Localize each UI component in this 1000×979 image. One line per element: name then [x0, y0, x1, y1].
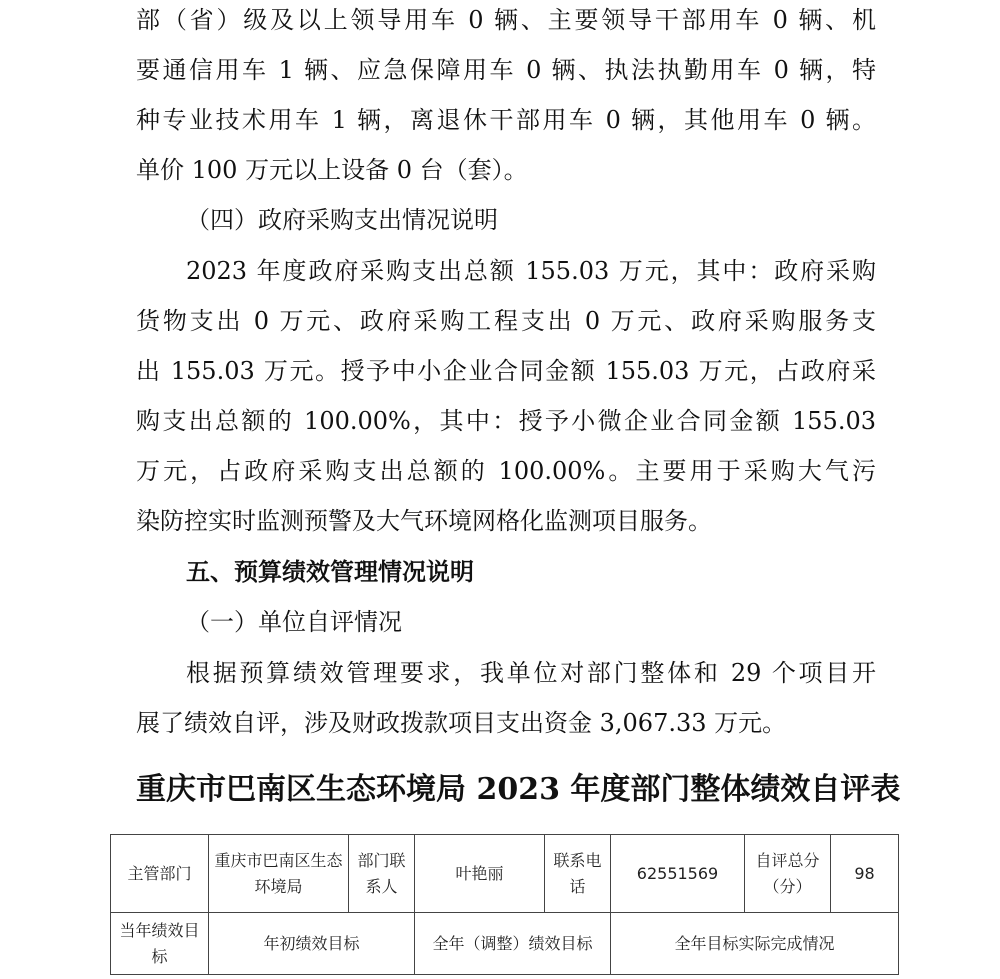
- paragraph-vehicles-line: 单价 100 万元以上设备 0 台（套）。: [136, 156, 528, 184]
- paragraph-vehicles-line: 部（省）级及以上领导用车 0 辆、主要领导干部用车 0 辆、机: [136, 6, 876, 34]
- score-value-cell: 98: [831, 835, 899, 913]
- phone-label-cell: 联系电话: [545, 835, 611, 913]
- subsection-heading-self-evaluation: （一）单位自评情况: [186, 608, 402, 636]
- performance-evaluation-table: [110, 834, 899, 975]
- paragraph-procurement-line: 货物支出 0 万元、政府采购工程支出 0 万元、政府采购服务支: [136, 307, 876, 335]
- table-row: [111, 835, 899, 913]
- contact-value-cell: 叶艳丽: [415, 835, 545, 913]
- paragraph-procurement-line: 万元，占政府采购支出总额的 100.00%。主要用于采购大气污: [136, 457, 876, 485]
- goal-label-cell: 当年绩效目标: [111, 913, 209, 975]
- actual-result-header: 全年目标实际完成情况: [611, 913, 899, 975]
- score-label-cell: 自评总分（分）: [745, 835, 831, 913]
- paragraph-procurement-line: 2023 年度政府采购支出总额 155.03 万元，其中：政府采购: [186, 257, 876, 285]
- paragraph-procurement-line: 染防控实时监测预警及大气环境网格化监测项目服务。: [136, 507, 712, 535]
- paragraph-self-evaluation-line: 根据预算绩效管理要求，我单位对部门整体和 29 个项目开: [186, 659, 876, 687]
- dept-label-cell: 主管部门: [111, 835, 209, 913]
- paragraph-self-evaluation-line: 展了绩效自评，涉及财政拨款项目支出资金 3,067.33 万元。: [136, 709, 787, 737]
- table-title: 重庆市巴南区生态环境局 2023 年度部门整体绩效自评表: [136, 772, 901, 807]
- paragraph-vehicles-line: 种专业技术用车 1 辆，离退休干部用车 0 辆，其他用车 0 辆。: [136, 106, 876, 134]
- section-heading-procurement: （四）政府采购支出情况说明: [186, 206, 498, 234]
- table-row: [111, 913, 899, 975]
- initial-goal-header: 年初绩效目标: [209, 913, 415, 975]
- phone-value-cell: 62551569: [611, 835, 745, 913]
- contact-label-cell: 部门联系人: [349, 835, 415, 913]
- paragraph-procurement-line: 购支出总额的 100.00%，其中：授予小微企业合同金额 155.03: [136, 407, 876, 435]
- dept-value-cell: 重庆市巴南区生态环境局: [209, 835, 349, 913]
- adjusted-goal-header: 全年（调整）绩效目标: [415, 913, 611, 975]
- paragraph-vehicles-line: 要通信用车 1 辆、应急保障用车 0 辆、执法执勤用车 0 辆，特: [136, 56, 876, 84]
- paragraph-procurement-line: 出 155.03 万元。授予中小企业合同金额 155.03 万元，占政府采: [136, 357, 876, 385]
- section-heading-performance: 五、预算绩效管理情况说明: [186, 558, 474, 586]
